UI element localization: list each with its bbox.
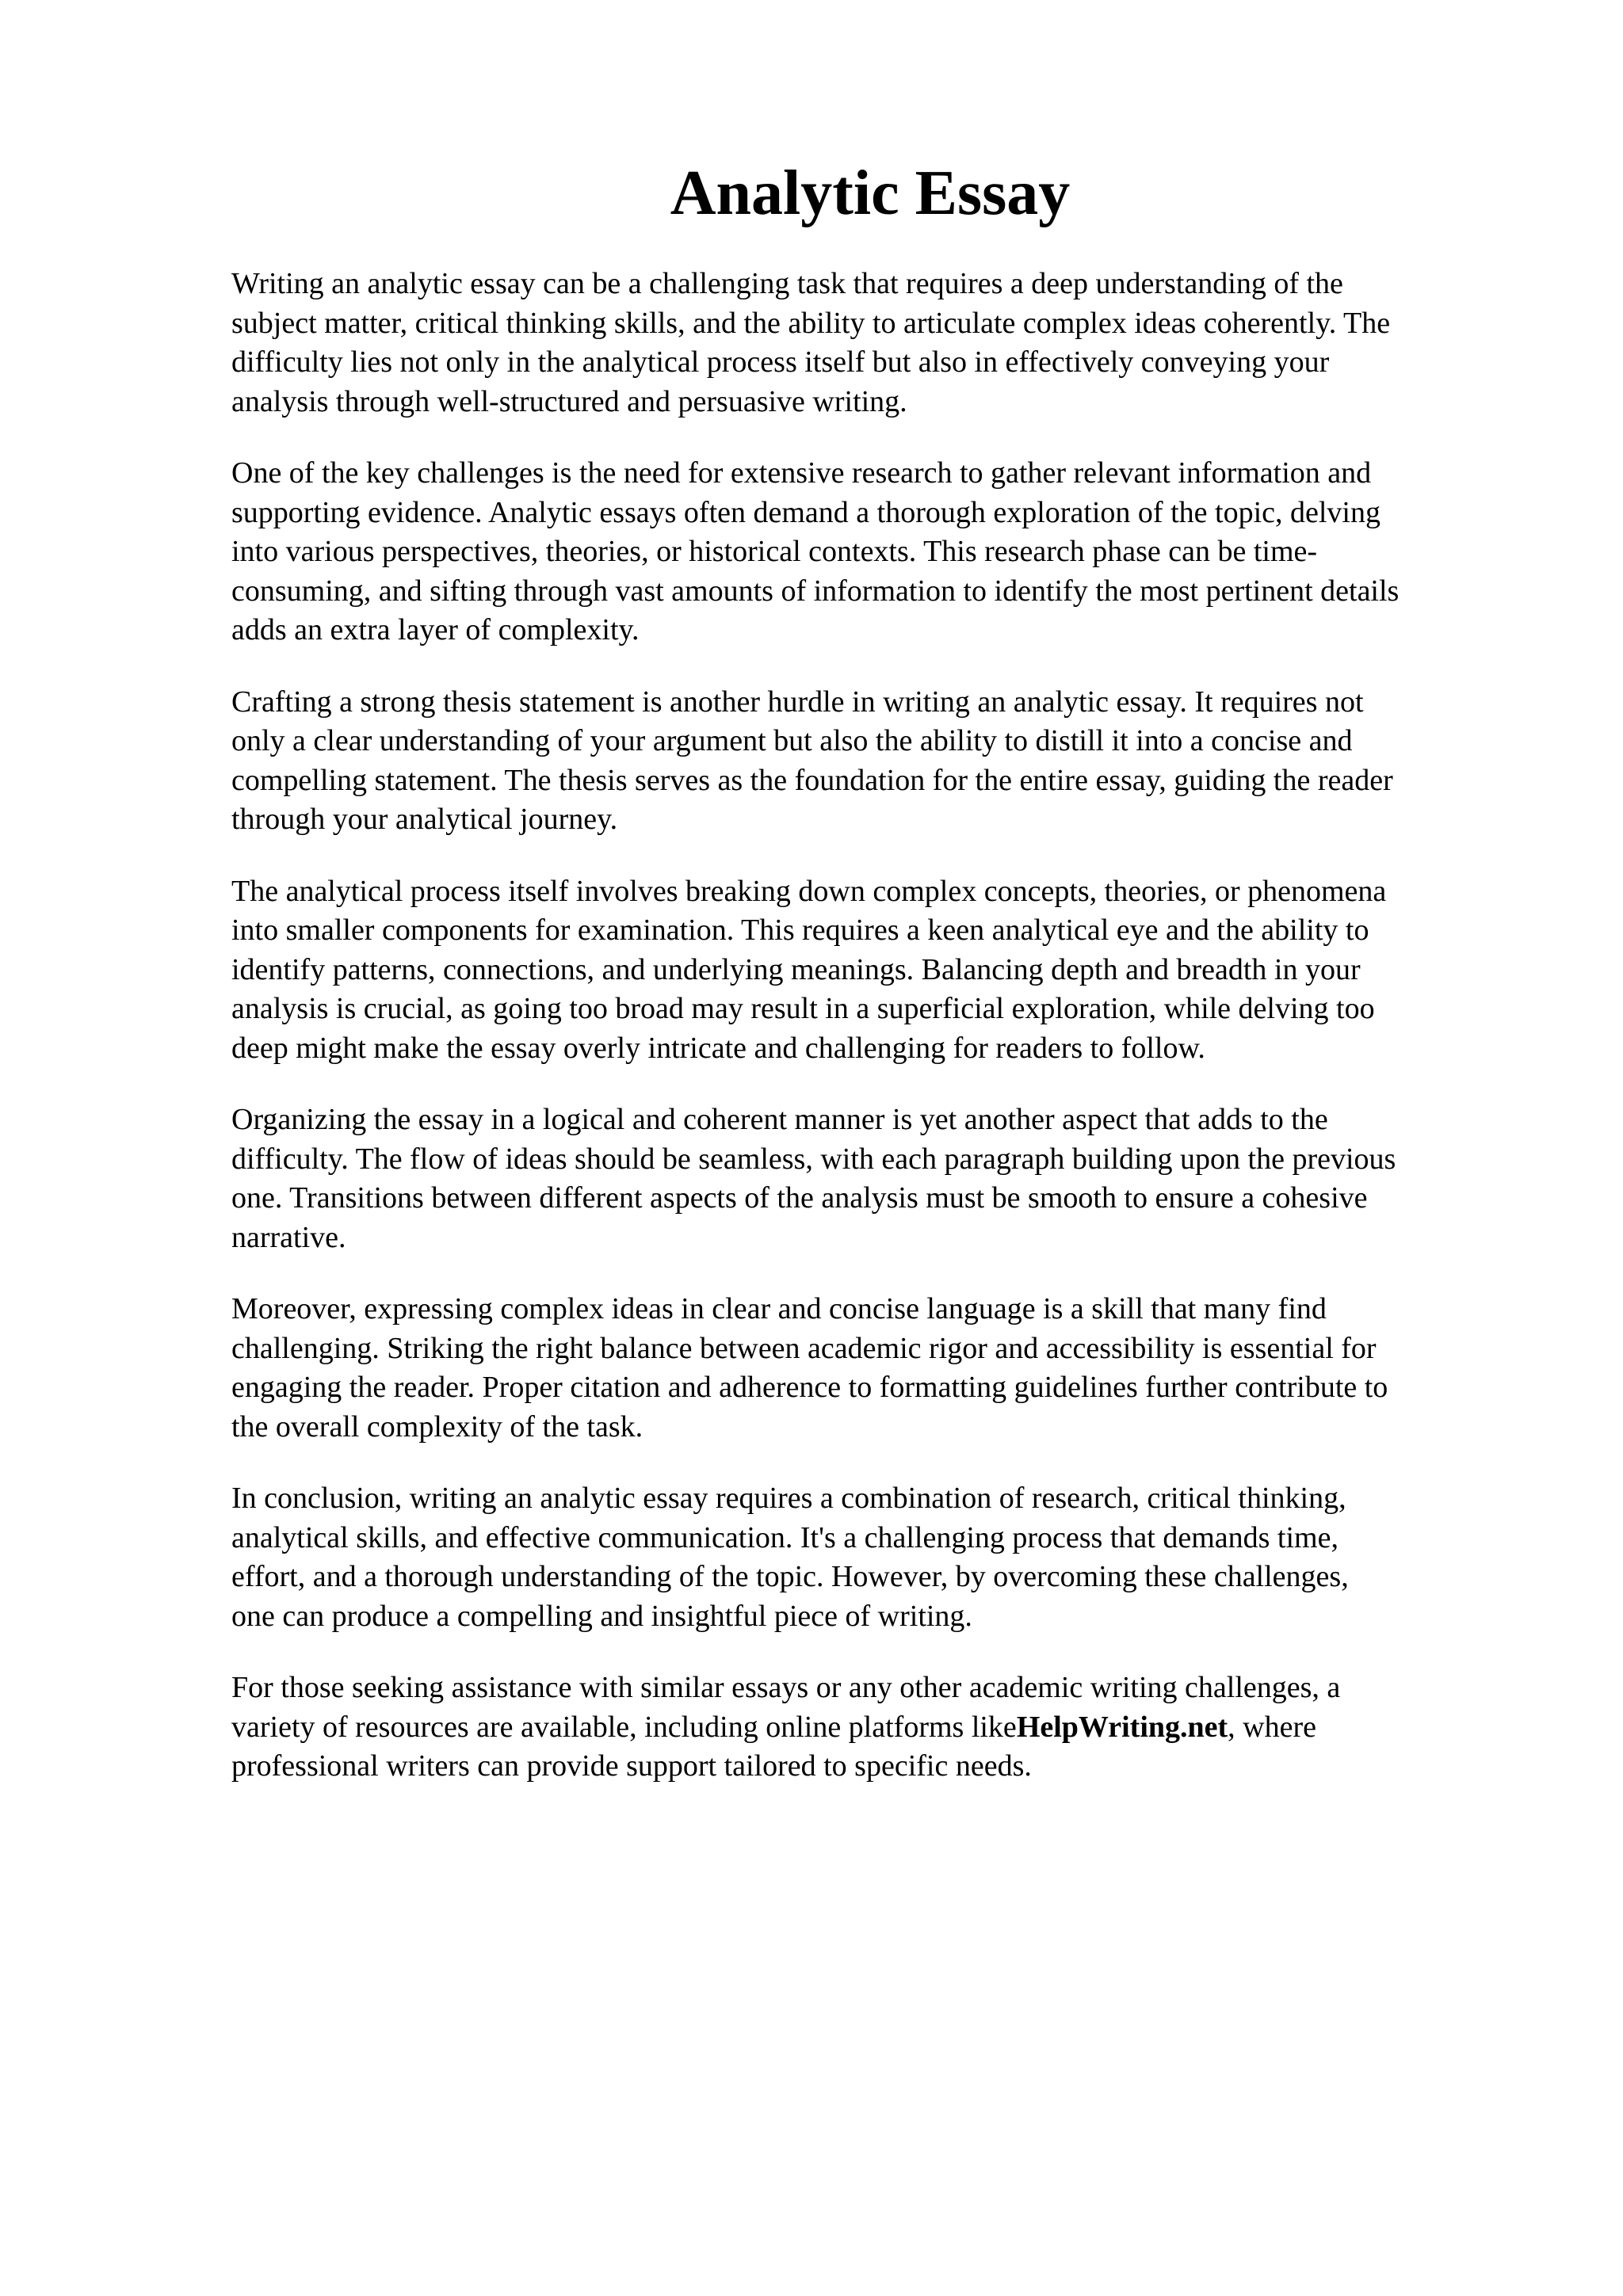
paragraph-4 (231, 872, 1522, 1069)
helpwriting-link[interactable]: HelpWriting.net (1016, 1710, 1228, 1744)
paragraph-1 (231, 265, 1522, 421)
paragraph-line: analysis is crucial, as going too broad may result in a superficial exploration, while delving too (231, 992, 1375, 1025)
paragraph-line: narrative. (231, 1220, 346, 1254)
paragraph-7 (231, 1479, 1522, 1636)
paragraph-line: adds an extra layer of complexity. (231, 613, 640, 646)
page-title: Analytic Essay (670, 158, 1071, 228)
essay-body (231, 265, 1522, 1819)
paragraph-line: the overall complexity of the task. (231, 1409, 643, 1444)
paragraph-line: Crafting a strong thesis statement is another hurdle in writing an analytic essay. It requires not (231, 685, 1364, 719)
paragraph-3 (231, 683, 1522, 840)
paragraph-line: analytical skills, and effective communication. It's a challenging process that demands time, (231, 1520, 1338, 1554)
paragraph-line: For those seeking assistance with similar essays or any other academic writing challenges, a (231, 1671, 1341, 1704)
paragraph-line: The analytical process itself involves breaking down complex concepts, theories, or phenomena (231, 874, 1387, 908)
paragraph-line: deep might make the essay overly intricate and challenging for readers to follow. (231, 1031, 1205, 1065)
paragraph-line: professional writers can provide support tailored to specific needs. (231, 1749, 1032, 1783)
paragraph-line: into smaller components for examination. This requires a keen analytical eye and the ability to (231, 913, 1369, 947)
paragraph-line: only a clear understanding of your argument but also the ability to distill it into a concise and (231, 724, 1353, 757)
paragraph-line: Organizing the essay in a logical and coherent manner is yet another aspect that adds to the (231, 1103, 1328, 1136)
paragraph-line: compelling statement. The thesis serves as the foundation for the entire essay, guiding the reader (231, 763, 1393, 797)
paragraph-line: difficulty. The flow of ideas should be seamless, with each paragraph building upon the previous (231, 1142, 1396, 1176)
paragraph-line (231, 1708, 1522, 1748)
paragraph-line: subject matter, critical thinking skills, and the ability to articulate complex ideas coherently. The (231, 306, 1391, 340)
closing-text-before-link: variety of resources are available, including online platforms like (231, 1710, 1017, 1744)
paragraph-line: engaging the reader. Proper citation and adherence to formatting guidelines further contribute to (231, 1371, 1388, 1404)
paragraph-line: challenging. Striking the right balance between academic rigor and accessibility is essential for (231, 1331, 1377, 1365)
paragraph-line: consuming, and sifting through vast amounts of information to identify the most pertinent details (231, 574, 1400, 608)
closing-paragraph (231, 1669, 1522, 1787)
closing-text-after-link: , where (1228, 1710, 1317, 1744)
paragraph-line: identify patterns, connections, and underlying meanings. Balancing depth and breadth in your (231, 952, 1361, 986)
paragraph-line: Moreover, expressing complex ideas in clear and concise language is a skill that many find (231, 1292, 1327, 1325)
paragraph-5 (231, 1100, 1522, 1257)
paragraph-line: supporting evidence. Analytic essays often demand a thorough exploration of the topic, delving (231, 495, 1381, 529)
paragraph-line: one. Transitions between different aspects of the analysis must be smooth to ensure a cohesive (231, 1181, 1368, 1215)
paragraph-line: In conclusion, writing an analytic essay requires a combination of research, critical thinking, (231, 1482, 1346, 1515)
paragraph-line: effort, and a thorough understanding of the topic. However, by overcoming these challenges, (231, 1560, 1349, 1593)
paragraph-6 (231, 1290, 1522, 1447)
paragraph-line: analysis through well-structured and persuasive writing. (231, 384, 907, 418)
paragraph-2 (231, 454, 1522, 650)
paragraph-line: difficulty lies not only in the analytical process itself but also in effectively conveying your (231, 345, 1330, 379)
paragraph-line: through your analytical journey. (231, 803, 618, 836)
paragraph-line: into various perspectives, theories, or historical contexts. This research phase can be time- (231, 535, 1318, 568)
paragraph-line: one can produce a compelling and insightful piece of writing. (231, 1599, 972, 1633)
paragraph-line: Writing an analytic essay can be a challenging task that requires a deep understanding of the (231, 267, 1343, 300)
paragraph-line: One of the key challenges is the need for extensive research to gather relevant information and (231, 456, 1372, 490)
